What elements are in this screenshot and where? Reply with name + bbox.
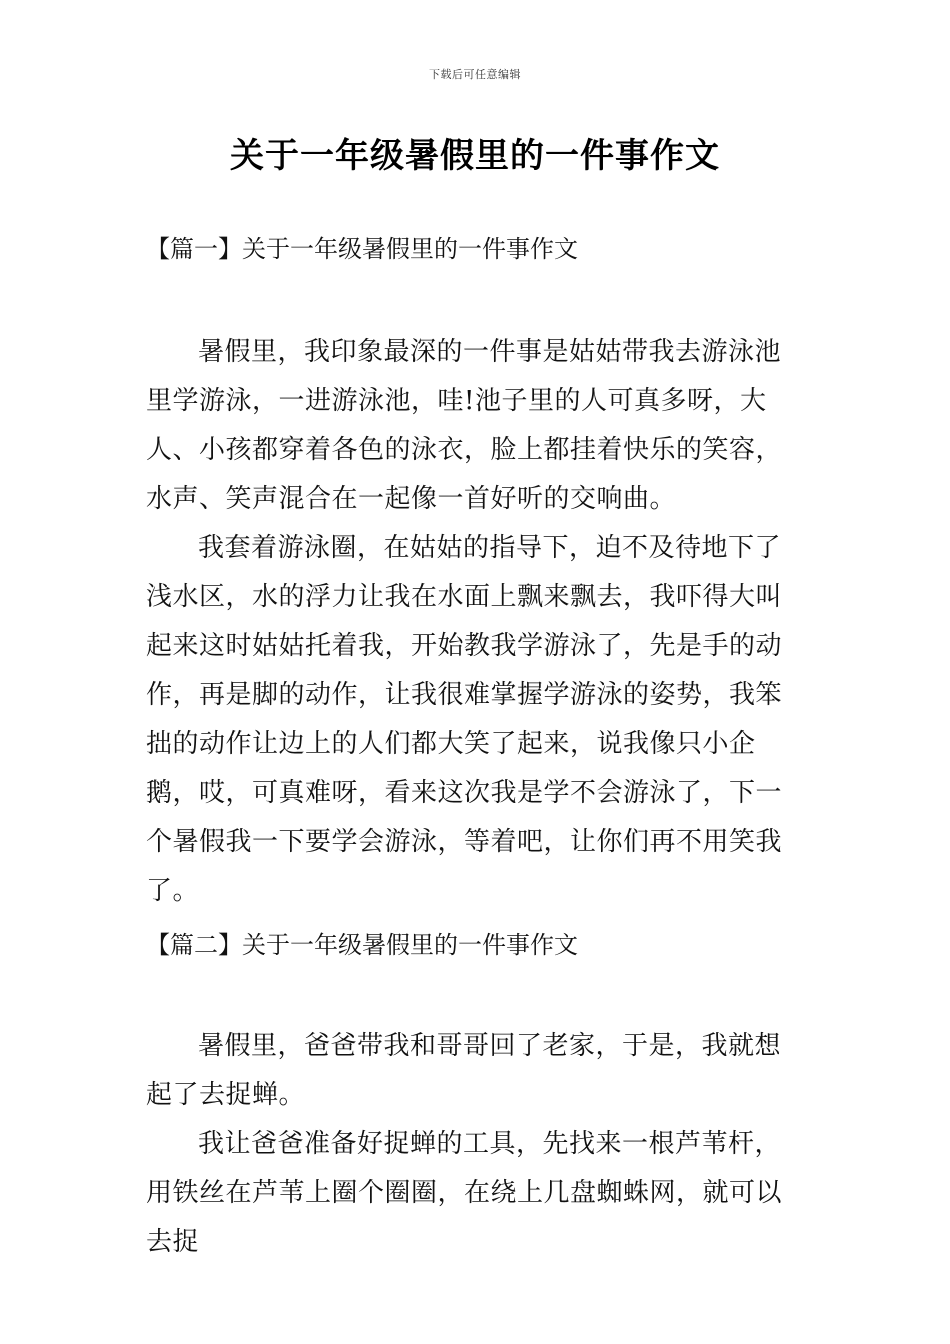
paragraph-4: 我让爸爸准备好捉蝉的工具，先找来一根芦苇杆，用铁丝在芦苇上圈个圈圈，在绕上几盘蜘蛛网，就可以去捉 — [146, 1129, 783, 1257]
section-heading-2: 【篇二】关于一年级暑假里的一件事作文 — [146, 931, 578, 959]
paragraph-2: 我套着游泳圈，在姑姑的指导下，迫不及待地下了浅水区，水的浮力让我在水面上飘来飘去，我吓得大叫起来这时姑姑托着我，开始教我学游泳了，先是手的动作，再是脚的动作，让我很难掌握学游泳的姿势，我笨拙的动作让边上的人们都大笑了起来，说我像只小企鹅，哎，可真难呀，看来这次我是学不会游泳了，下一个暑假我一下要学会游泳，等着吧，让你们再不用笑我了。 — [146, 533, 783, 906]
document-title: 关于一年级暑假里的一件事作文 — [230, 136, 720, 176]
paragraph-3: 暑假里，爸爸带我和哥哥回了老家，于是，我就想起了去捉蝉。 — [146, 1031, 782, 1110]
paragraph-1: 暑假里，我印象最深的一件事是姑姑带我去游泳池里学游泳，一进游泳池，哇!池子里的人可真多呀，大人、小孩都穿着各色的泳衣，脸上都挂着快乐的笑容，水声、笑声混合在一起像一首好听的交响曲。 — [146, 337, 783, 514]
section-heading-1: 【篇一】关于一年级暑假里的一件事作文 — [146, 235, 578, 263]
header-note: 下载后可任意编辑 — [429, 68, 521, 81]
